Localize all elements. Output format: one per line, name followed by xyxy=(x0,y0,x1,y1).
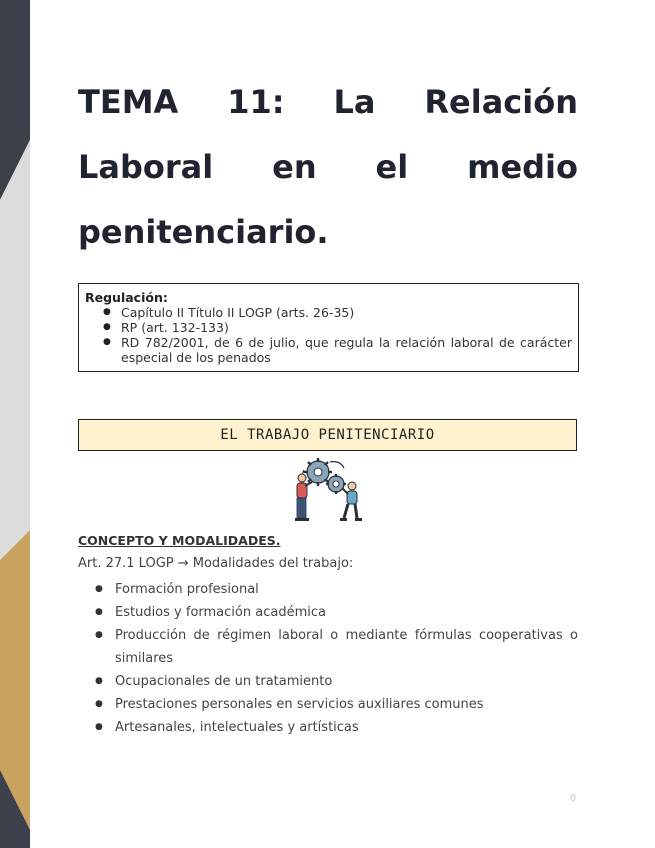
list-item: ● Prestaciones personales en servicios auxiliares comunes xyxy=(78,693,578,716)
list-item: ● Formación profesional xyxy=(78,578,578,601)
list-item: ● Producción de régimen laboral o mediante fórmulas cooperativas o similares xyxy=(78,624,578,670)
list-item: ● Ocupacionales de un tratamiento xyxy=(78,670,578,693)
title-word: penitenciario. xyxy=(78,213,329,251)
regulation-item: ● RP (art. 132-133) xyxy=(103,320,572,335)
title-word: Relación xyxy=(424,83,578,121)
title-line-1 xyxy=(78,78,578,143)
modalities-list xyxy=(78,578,578,739)
regulation-list xyxy=(85,305,572,365)
section-banner: EL TRABAJO PENITENCIARIO xyxy=(78,419,577,451)
title-line-2 xyxy=(78,143,578,208)
title-word: medio xyxy=(467,148,578,186)
teamwork-gears-icon xyxy=(290,456,364,524)
title-word: La xyxy=(333,83,376,121)
regulation-heading: Regulación: xyxy=(85,290,168,305)
side-decoration xyxy=(0,0,30,848)
list-item: ● Artesanales, intelectuales y artísticas xyxy=(78,716,578,739)
title-word: TEMA xyxy=(78,83,179,121)
title-word: el xyxy=(375,148,409,186)
regulation-box xyxy=(78,283,579,372)
page-number: 0 xyxy=(570,793,577,804)
section-title: CONCEPTO Y MODALIDADES. xyxy=(78,533,281,548)
document-title xyxy=(78,78,578,273)
section-intro: Art. 27.1 LOGP → Modalidades del trabajo: xyxy=(78,556,354,571)
title-word: 11: xyxy=(227,83,285,121)
regulation-item: ● RD 782/2001, de 6 de julio, que regula la relación laboral de carácter especial de los penados xyxy=(103,335,572,365)
title-line-3 xyxy=(78,208,578,273)
list-item: ● Estudios y formación académica xyxy=(78,601,578,624)
title-word: Laboral xyxy=(78,148,214,186)
title-word: en xyxy=(272,148,317,186)
regulation-item: ● Capítulo II Título II LOGP (arts. 26-35) xyxy=(103,305,572,320)
